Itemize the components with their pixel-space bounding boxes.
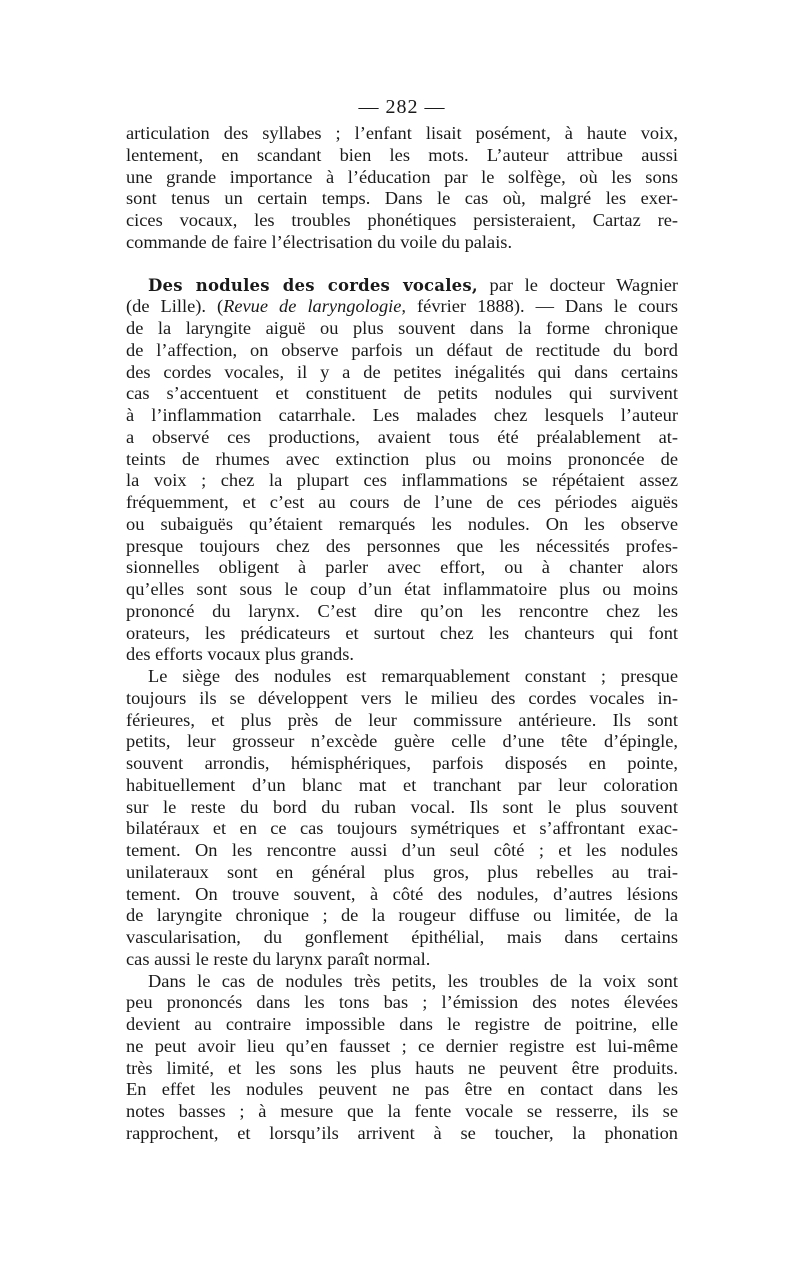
text-line: des cordes vocales, il y a de petites inégalités qui dans certains (126, 361, 678, 382)
text-line: très limité, et les sons les plus hauts ne peuvent être produits. (126, 1057, 678, 1078)
text-line: de l’affection, on observe parfois un défaut de rectitude du bord (126, 339, 678, 360)
citation-source: (de Lille). ( (126, 296, 224, 317)
article-title: Des nodules des cordes vocales, (148, 275, 478, 295)
text-line: cas s’accentuent et constituent de petits nodules qui survivent (126, 383, 678, 404)
text-line: orateurs, les prédicateurs et surtout chez les chanteurs qui font (126, 622, 678, 643)
text-line: sionnelles obligent à parler avec effort, ou à chanter alors (126, 557, 678, 578)
text-line: la voix ; chez la plupart ces inflammations se répétaient assez (126, 470, 678, 491)
text-line: sur le reste du bord du ruban vocal. Ils sont le plus souvent (126, 796, 678, 817)
text-line: des efforts vocaux plus grands. (126, 644, 354, 665)
text-line: souvent arrondis, hémisphériques, parfois disposés en pointe, (126, 753, 678, 773)
text-line: presque toujours chez des personnes que les nécessités profes- (126, 535, 678, 556)
text-line: cices vocaux, les troubles phonétiques persisteraient, Cartaz re- (126, 210, 678, 230)
article-author: par le docteur Wagnier (477, 274, 678, 295)
text-line: sont tenus un certain temps. Dans le cas où, malgré les exer- (126, 188, 678, 209)
text-line: devient au contraire impossible dans le registre de poitrine, elle (126, 1014, 678, 1034)
text-line: toujours ils se développent vers le milieu des cordes vocales in- (126, 687, 678, 708)
text-line: ou subaiguës qu’étaient remarqués les nodules. On les observe (126, 513, 678, 534)
paragraph-4 (126, 971, 678, 1145)
text-line: peu prononcés dans les tons bas ; l’émission des notes élevées (126, 992, 678, 1013)
citation-date: février 1888). — Dans le cours (406, 296, 678, 317)
text-line: notes basses ; à mesure que la fente vocale se resserre, ils se (126, 1101, 678, 1121)
text-line: commande de faire l’électrisation du voile du palais. (126, 231, 513, 252)
text-line: qu’elles sont sous le coup d’un état inflammatoire plus ou moins (126, 579, 678, 599)
text-line: vascularisation, du gonflement épithélial, mais dans certains (126, 927, 678, 947)
text-line: Le siège des nodules est remarquablement constant ; presque (148, 666, 678, 686)
text-line: à l’inflammation catarrhale. Les malades chez lesquels l’auteur (126, 405, 678, 425)
citation-line (126, 296, 678, 318)
text-line: En effet les nodules peuvent ne pas être en contact dans les (126, 1079, 678, 1100)
text-line: de la laryngite aiguë ou plus souvent dans la forme chronique (126, 318, 678, 338)
text-line: petits, leur grosseur n’excède guère celle d’une tête d’épingle, (126, 731, 678, 752)
text-line: prononcé du larynx. C’est dire qu’on les rencontre chez les (126, 600, 678, 621)
text-line: de laryngite chronique ; de la rougeur diffuse ou limitée, de la (126, 905, 678, 926)
page-number: — 282 — (358, 96, 446, 118)
text-line: cas aussi le reste du larynx paraît normal. (126, 948, 431, 969)
text-line: teints de rhumes avec extinction plus ou moins prononcée de (126, 448, 678, 469)
text-line: tement. On les rencontre aussi d’un seul côté ; et les nodules (126, 840, 678, 860)
paragraph-1 (126, 123, 678, 254)
text-line: rapprochent, et lorsqu’ils arrivent à se toucher, la phonation (126, 1122, 678, 1143)
text-line: a observé ces productions, avaient tous été préalablement at- (126, 426, 678, 447)
journal-title: Revue de laryngologie, (223, 296, 407, 317)
text-line: tement. On trouve souvent, à côté des nodules, d’autres lésions (126, 883, 678, 904)
paragraph-2 (126, 275, 678, 667)
text-line: ne peut avoir lieu qu’en fausset ; ce dernier registre est lui-même (126, 1035, 678, 1056)
article-heading-line (126, 275, 678, 297)
paragraph-3 (126, 666, 678, 971)
text-column (126, 94, 678, 1145)
text-line: Dans le cas de nodules très petits, les troubles de la voix sont (148, 970, 678, 991)
text-line: lentement, en scandant bien les mots. L’auteur attribue aussi (126, 144, 678, 165)
text-line: une grande importance à l’éducation par le solfège, où les sons (126, 166, 678, 187)
text-line: bilatéraux et en ce cas toujours symétriques et s’affrontant exac- (126, 818, 678, 839)
text-line: articulation des syllabes ; l’enfant lisait posément, à haute voix, (126, 123, 678, 143)
text-line: unilateraux sont en général plus gros, plus rebelles au trai- (126, 861, 678, 882)
text-line: habituellement d’un blanc mat et tranchant par leur coloration (126, 774, 678, 795)
text-line: fréquemment, et c’est au cours de l’une de ces périodes aiguës (126, 492, 678, 512)
text-line: férieures, et plus près de leur commissure antérieure. Ils sont (126, 709, 678, 730)
